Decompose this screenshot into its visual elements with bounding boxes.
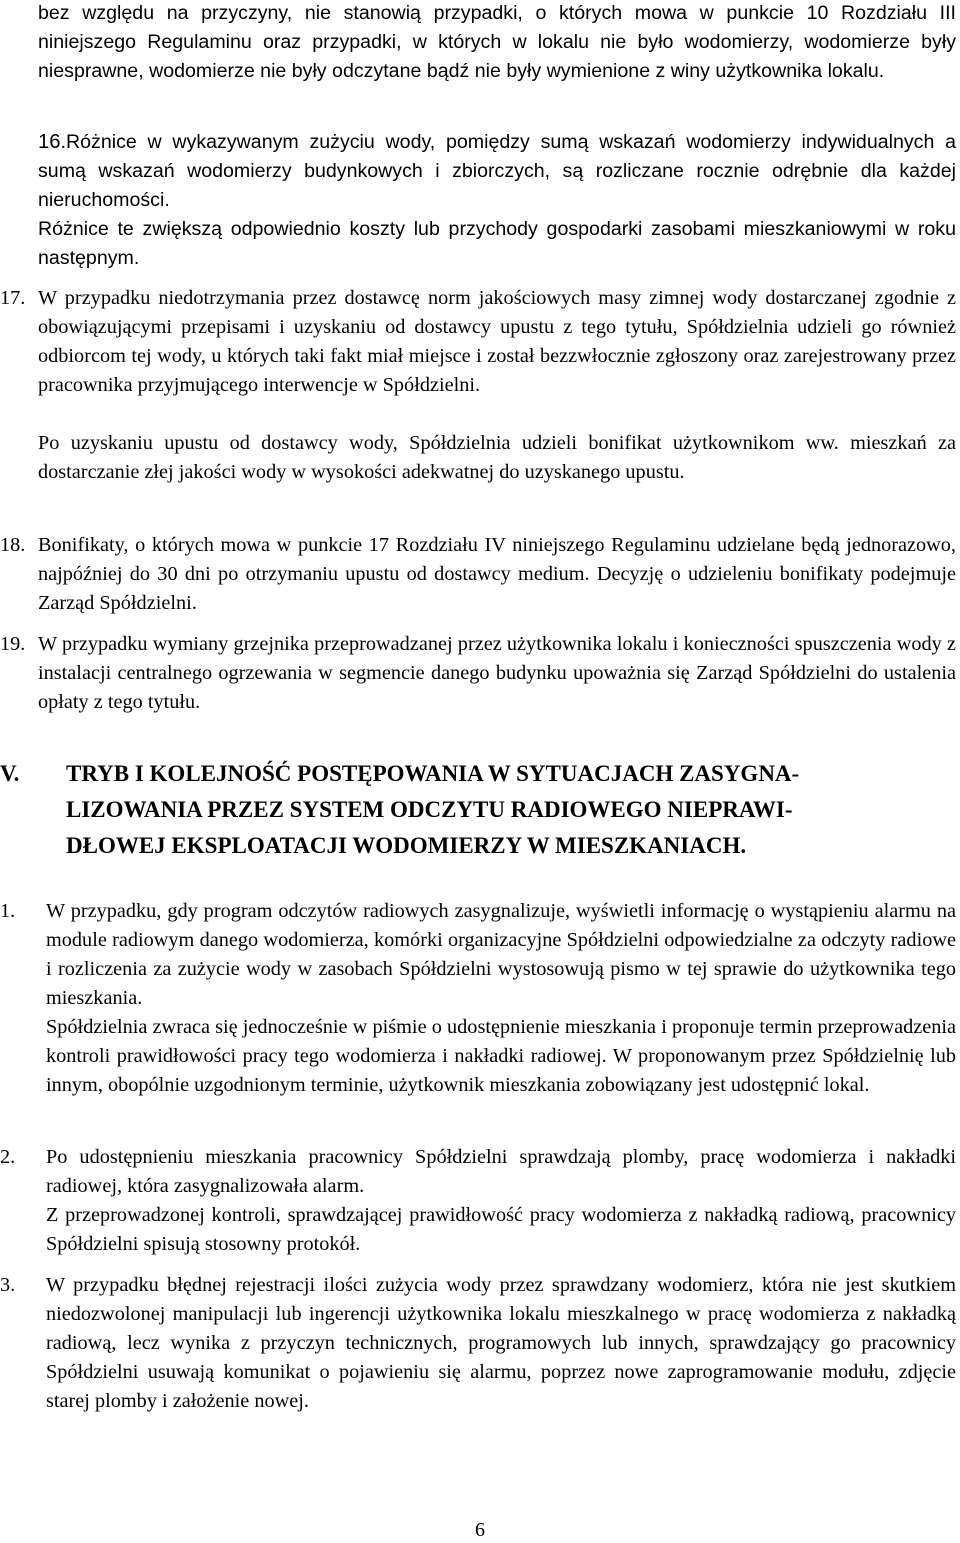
chapter-5-item-2-number: 2. bbox=[0, 1146, 16, 1168]
item-18-number: 18. bbox=[0, 534, 26, 556]
item-19-number: 19. bbox=[0, 633, 26, 655]
chapter-5-title-line-3: DŁOWEJ EKSPLOATACJI WODOMIERZY W MIESZKANIACH. bbox=[66, 833, 747, 858]
item-18-paragraph-1: Bonifikaty, o których mowa w punkcie 17 Rozdziału IV niniejszego Regulaminu udzielane będą jednorazowo, najpóźniej do 30 dni po otrzymaniu upustu od dostawcy medium. Decyzję o udzieleniu bonifikaty podejmuje Zarząd Spółdzielni. bbox=[38, 534, 956, 614]
item-17-paragraph-2: Po uzyskaniu upustu od dostawcy wody, Spółdzielnia udzieli bonifikat użytkownikom ww. mieszkań za dostarczanie złej jakości wody w wysokości adekwatnej do uzyskanego upustu. bbox=[38, 432, 956, 483]
chapter-5-item-2-paragraph-1: Po udostępnieniu mieszkania pracownicy Spółdzielni sprawdzają plomby, pracę wodomierza i nakładki radiowej, która zasygnalizowała alarm. bbox=[46, 1146, 956, 1197]
chapter-5-item-3-paragraph-1: W przypadku błędnej rejestracji ilości zużycia wody przez sprawdzany wodomierz, która nie jest skutkiem niedozwolonej manipulacji lub ingerencji użytkownika lokalu mieszkalnego w pracę wodomierza z nakładką radiową, lecz wynika z przyczyn technicznych, programowych lub innych, sprawdzający go pracownicy Spółdzielni usuwają komunikat o pojawieniu się alarmu, poprzez nowe zaprogramowanie modułu, zdjęcie starej plomby i założenie nowej. bbox=[46, 1274, 956, 1412]
chapter-5-number: V. bbox=[0, 761, 20, 786]
chapter-5-title bbox=[66, 756, 960, 864]
item-19-paragraph-1: W przypadku wymiany grzejnika przeprowadzanej przez użytkownika lokalu i konieczności spuszczenia wody z instalacji centralnego ogrzewania w segmencie danego budynku upoważnia się Zarząd Spółdzielni do ustalenia opłaty z tego tytułu. bbox=[38, 633, 956, 713]
chapter-5-item-2-paragraph-2: Z przeprowadzonej kontroli, sprawdzającej prawidłowość pracy wodomierza z nakładką radiową, pracownicy Spółdzielni spisują stosowny protokół. bbox=[46, 1204, 956, 1255]
page-number: 6 bbox=[475, 1519, 485, 1541]
item-16-number: 16. bbox=[38, 131, 67, 153]
chapter-5-item-1-paragraph-1: W przypadku, gdy program odczytów radiowych zasygnalizuje, wyświetli informację o wystąpieniu alarmu na module radiowym danego wodomierza, komórki organizacyjne Spółdzielni odpowiedzialne za odczyty radiowe i rozliczenia za zużycie wody w zasobach Spółdzielni wystosowują pismo w tej sprawie do użytkownika tego mieszkania. bbox=[46, 900, 956, 1009]
item-17-number: 17. bbox=[0, 287, 26, 309]
item-17-paragraph-1: W przypadku niedotrzymania przez dostawcę norm jakościowych masy zimnej wody dostarczanej zgodnie z obowiązującymi przepisami i uzyskaniu od dostawcy upustu z tego tytułu, Spółdzielnia udzieli go również odbiorcom tej wody, u których taki fakt miał miejsce i został bezzwłocznie zgłoszony oraz zarejestrowany przez pracownika przyjmującego interwencje w Spółdzielni. bbox=[38, 287, 956, 396]
chapter-5-title-line-2: LIZOWANIA PRZEZ SYSTEM ODCZYTU RADIOWEGO NIEPRAWI- bbox=[66, 797, 793, 822]
chapter-5-item-1-number: 1. bbox=[0, 900, 16, 922]
chapter-5-item-3-number: 3. bbox=[0, 1274, 16, 1296]
chapter-5-title-line-1: TRYB I KOLEJNOŚĆ POSTĘPOWANIA W SYTUACJACH ZASYGNA- bbox=[66, 761, 800, 786]
item-16-paragraph-2: Różnice te zwiększą odpowiednio koszty lub przychody gospodarki zasobami mieszkaniowymi w roku następnym. bbox=[38, 218, 956, 269]
item-16-paragraph-1: Różnice w wykazywanym zużyciu wody, pomiędzy sumą wskazań wodomierzy indywidualnych a sumą wskazań wodomierzy budynkowych i zbiorczych, są rozliczane rocznie odrębnie dla każdej nieruchomości. bbox=[38, 131, 956, 211]
chapter-5-item-1-paragraph-2: Spółdzielnia zwraca się jednocześnie w piśmie o udostępnienie mieszkania i proponuje termin przeprowadzenia kontroli prawidłowości pracy tego wodomierza i nakładki radiowej. W proponowanym przez Spółdzielnię lub innym, obopólnie uzgodnionym terminie, użytkownik mieszkania zobowiązany jest udostępnić lokal. bbox=[46, 1016, 956, 1096]
continuation-paragraph: bez względu na przyczyny, nie stanowią przypadki, o których mowa w punkcie 10 Rozdziału III niniejszego Regulaminu oraz przypadki, w których w lokalu nie było wodomierzy, wodomierze były niesprawne, wodomierze nie były odczytane bądź nie były wymienione z winy użytkownika lokalu. bbox=[38, 2, 956, 82]
